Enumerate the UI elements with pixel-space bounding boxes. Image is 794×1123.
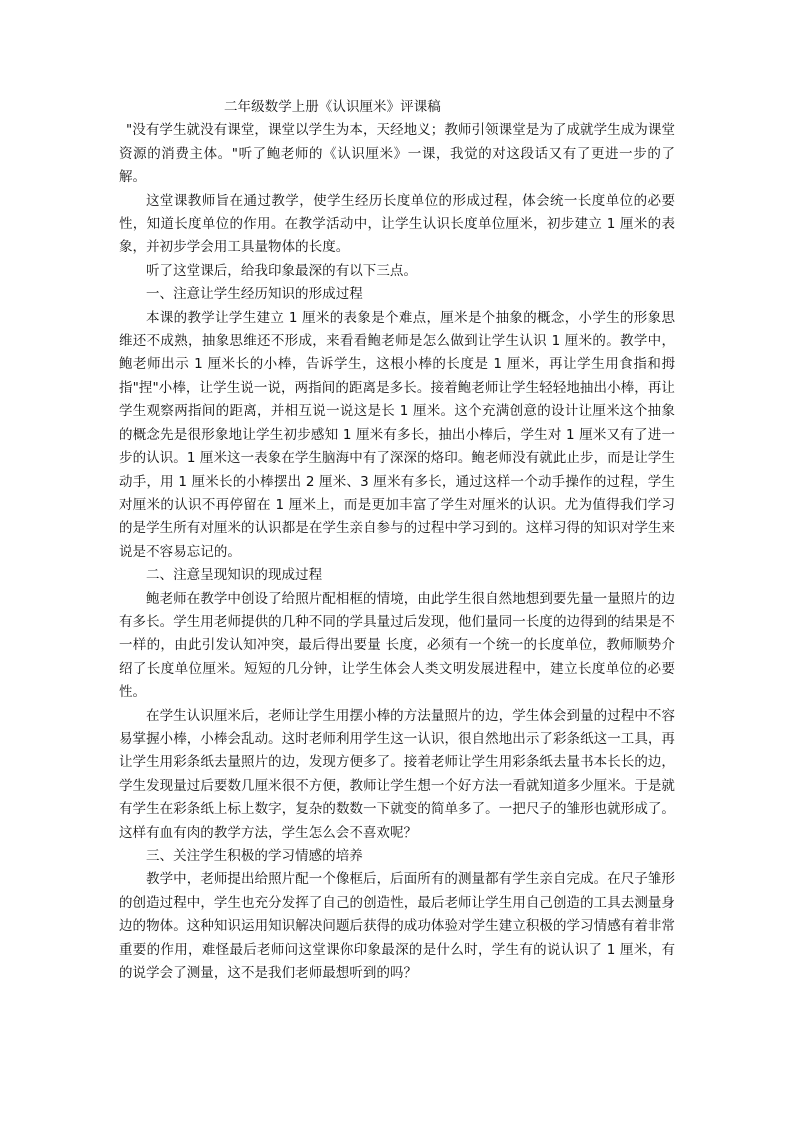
document-title: 二年级数学上册《认识厘米》评课稿 bbox=[224, 99, 441, 115]
intro-paragraph-2: 这堂课教师旨在通过教学，使学生经历长度单位的形成过程，体会统一长度单位的必要性，知道长度单位的作用。在教学活动中，让学生认识长度单位厘米，初步建立 1 厘米的表象，并初步学会用工具量物体的长度。 bbox=[119, 192, 675, 256]
section-heading-3: 三、关注学生积极的学习情感的培养 bbox=[146, 848, 363, 864]
section-2-paragraph-2: 在学生认识厘米后，老师让学生用摆小棒的方法量照片的边，学生体会到量的过程中不容易掌握小棒，小棒会乱动。这时老师利用学生这一认识，很自然地出示了彩条纸这一工具，再让学生用彩条纸去量照片的边，发现方便多了。接着老师让学生用彩条纸去量书本长长的边，学生发现量过后要数几厘米很不方便，教师让学生想一个好方法一看就知道多少厘米。于是就有学生在彩条纸上标上数字，复杂的数数一下就变的简单多了。一把尺子的雏形也就形成了。这样有血有肉的教学方法，学生怎么会不喜欢呢？ bbox=[119, 707, 675, 841]
document-body bbox=[119, 96, 675, 985]
section-2-paragraph-1: 鲍老师在教学中创设了给照片配相框的情境，由此学生很自然地想到要先量一量照片的边有多长。学生用老师提供的几种不同的学具量过后发现，他们量同一长度的边得到的结果是不一样的，由此引发认知冲突，最后得出要量 长度，必须有一个统一的长度单位，教师顺势介绍了长度单位厘米。短短的几分钟，让学生体会人类文明发展进程中，建立长度单位的必要性。 bbox=[119, 590, 675, 701]
section-heading-2: 二、注意呈现知识的现成过程 bbox=[146, 567, 323, 584]
intro-paragraph-3: 听了这堂课后，给我印象最深的有以下三点。 bbox=[146, 262, 417, 279]
section-1-paragraph-1: 本课的教学让学生建立 1 厘米的表象是个难点，厘米是个抽象的概念，小学生的形象思维还不成熟，抽象思维还不形成，来看看鲍老师是怎么做到让学生认识 1 厘米的。教学中，鲍老师出示 1 厘米长的小棒，告诉学生，这根小棒的长度是 1 厘米，再让学生用食指和拇指"捏"小棒，让学生说一说，两指间的距离是多长。接着鲍老师让学生轻轻地抽出小棒，再让学生观察两指间的距离，并相互说一说这是长 1 厘米。这个充满创意的设计让厘米这个抽象的概念先是很形象地让学生初步感知 1 厘米有多长，抽出小棒后，学生对 1 厘米又有了进一步的认识。1 厘米这一表象在学生脑海中有了深深的烙印。鲍老师没有就此止步，而是让学生动手，用 1 厘米长的小棒摆出 2 厘米、3 厘米有多长，通过这样一个动手操作的过程，学生对厘米的认识不再停留在 1 厘米上，而是更加丰富了学生对厘米的认识。尤为值得我们学习的是学生所有对厘米的认识都是在学生亲自参与的过程中学习到的。这样习得的知识对学生来说是不容易忘记的。 bbox=[119, 309, 675, 560]
section-3-paragraph-1: 教学中，老师提出给照片配一个像框后，后面所有的测量都有学生亲自完成。在尺子雏形的创造过程中，学生也充分发挥了自己的创造性，最后老师让学生用自己创造的工具去测量身边的物体。这种知识运用知识解决问题后获得的成功体验对学生建立积极的学习情感有着非常重要的作用，难怪最后老师问这堂课你印象最深的是什么时，学生有的说认识了 1 厘米，有的说学会了测量，这不是我们老师最想听到的吗？ bbox=[119, 871, 675, 982]
intro-paragraph-1: "没有学生就没有课堂，课堂以学生为本，天经地义；教师引领课堂是为了成就学生成为课堂资源的消费主体。"听了鲍老师的《认识厘米》一课，我觉的对这段话又有了更进一步的了解。 bbox=[119, 122, 675, 186]
section-heading-1: 一、注意让学生经历知识的形成过程 bbox=[146, 286, 363, 303]
